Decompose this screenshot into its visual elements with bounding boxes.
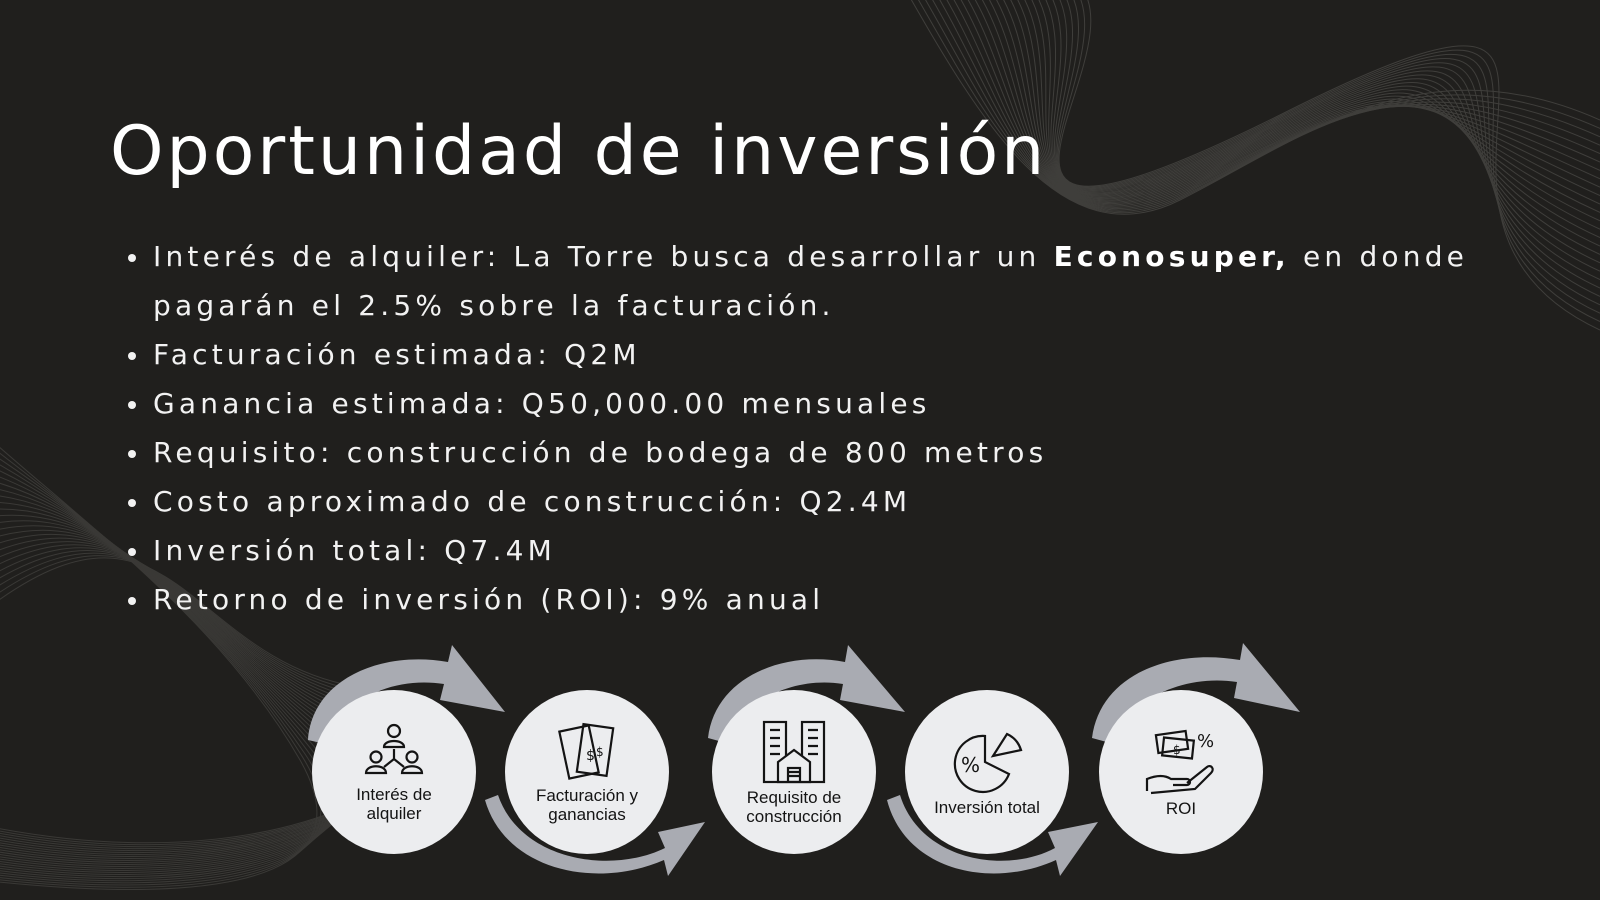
svg-text:%: % xyxy=(961,752,981,777)
step-label: Facturación y ganancias xyxy=(535,786,639,824)
step-label: Interés de alquiler xyxy=(356,785,432,823)
bullet-item-requirement: Requisito: construcción de bodega de 800 metros xyxy=(126,428,1506,477)
hand-money-icon xyxy=(1143,727,1219,795)
step-label: Inversión total xyxy=(934,797,1040,817)
svg-text:$: $ xyxy=(1173,742,1181,757)
bullet-item-profit: Ganancia estimada: Q50,000.00 mensuales xyxy=(126,379,1506,428)
step-label: Requisito de construcción xyxy=(746,788,842,826)
step-construction xyxy=(712,690,876,854)
bullet-item-total: Inversión total: Q7.4M xyxy=(126,526,1506,575)
step-roi xyxy=(1099,690,1263,854)
bullet-bold: Econosuper, xyxy=(1053,240,1290,273)
svg-text:$: $ xyxy=(596,745,604,759)
percent-pie-icon xyxy=(947,728,1027,794)
bullet-item-cost: Costo aproximado de construcción: Q2.4M xyxy=(126,477,1506,526)
money-bills-icon xyxy=(556,720,618,782)
buildings-icon xyxy=(760,718,828,784)
svg-text:%: % xyxy=(1197,730,1215,752)
step-total-investment xyxy=(905,690,1069,854)
step-billing-profit xyxy=(505,690,669,854)
bullet-text: Interés de alquiler: La Torre busca desarrollar un xyxy=(153,240,1054,273)
step-rent-interest xyxy=(312,690,476,854)
people-network-icon xyxy=(362,721,426,781)
bullet-item-billing: Facturación estimada: Q2M xyxy=(126,330,1506,379)
page-title: Oportunidad de inversión xyxy=(110,112,1048,191)
svg-text:$: $ xyxy=(586,748,595,764)
step-label: ROI xyxy=(1165,798,1197,818)
bullet-item-roi: Retorno de inversión (ROI): 9% anual xyxy=(126,575,1506,624)
bullet-text: en donde pagarán el 2.5% sobre la facturación. xyxy=(153,240,1469,322)
